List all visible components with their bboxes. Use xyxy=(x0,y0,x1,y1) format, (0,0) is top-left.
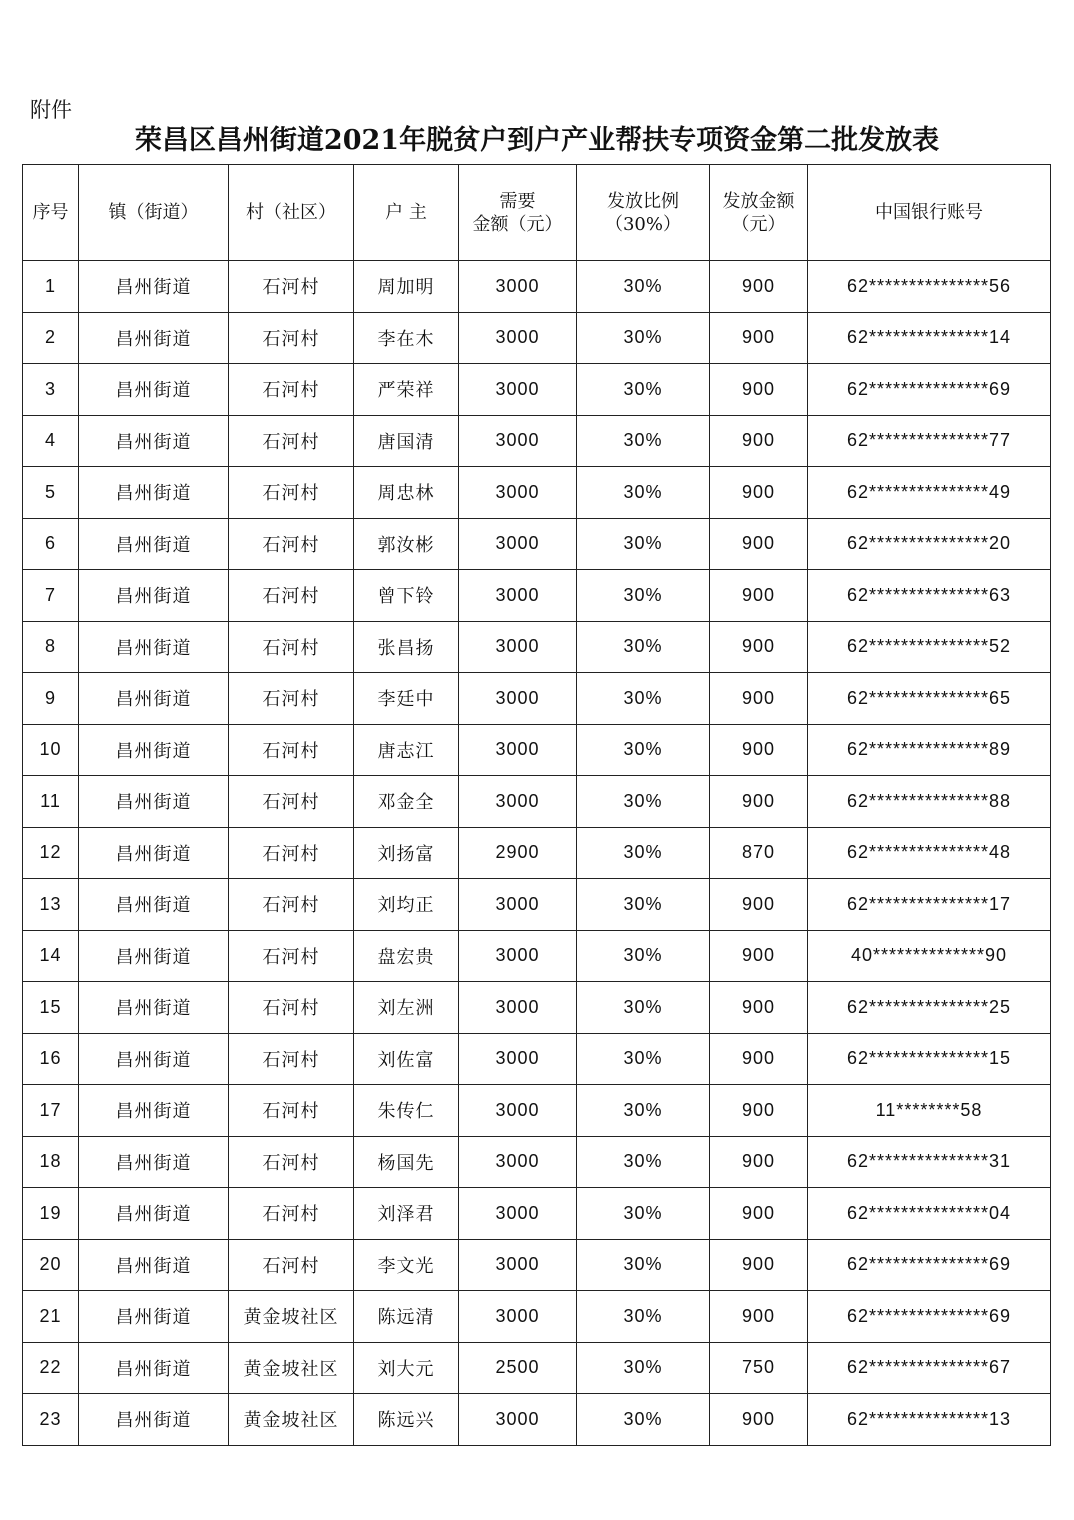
cell-pay-amount: 900 xyxy=(710,1394,808,1446)
cell-ratio: 30% xyxy=(577,673,710,725)
cell-pay-amount: 900 xyxy=(710,879,808,931)
cell-seq: 9 xyxy=(23,673,79,725)
table-header-row xyxy=(23,165,1051,261)
cell-village: 石河村 xyxy=(229,724,354,776)
cell-pay-amount: 900 xyxy=(710,1239,808,1291)
header-need-line1: 需要 xyxy=(499,190,536,212)
cell-pay-amount: 900 xyxy=(710,724,808,776)
cell-village: 石河村 xyxy=(229,1136,354,1188)
cell-pay-amount: 900 xyxy=(710,467,808,519)
cell-pay-amount: 900 xyxy=(710,312,808,364)
cell-seq: 13 xyxy=(23,879,79,931)
cell-seq: 11 xyxy=(23,776,79,828)
cell-owner: 唐志江 xyxy=(354,724,459,776)
cell-seq: 16 xyxy=(23,1033,79,1085)
table-row xyxy=(23,415,1051,467)
cell-account: 62***************31 xyxy=(808,1136,1051,1188)
cell-account: 62***************88 xyxy=(808,776,1051,828)
table-row xyxy=(23,1342,1051,1394)
cell-village: 石河村 xyxy=(229,467,354,519)
cell-village: 黄金坡社区 xyxy=(229,1291,354,1343)
cell-town: 昌州街道 xyxy=(79,673,229,725)
cell-account: 62***************15 xyxy=(808,1033,1051,1085)
cell-town: 昌州街道 xyxy=(79,312,229,364)
table-row xyxy=(23,982,1051,1034)
cell-town: 昌州街道 xyxy=(79,879,229,931)
cell-need-amount: 3000 xyxy=(459,312,577,364)
cell-seq: 2 xyxy=(23,312,79,364)
cell-town: 昌州街道 xyxy=(79,827,229,879)
cell-village: 黄金坡社区 xyxy=(229,1394,354,1446)
header-ratio-line2: （30%） xyxy=(604,213,681,235)
cell-village: 石河村 xyxy=(229,415,354,467)
cell-owner: 邓金全 xyxy=(354,776,459,828)
cell-village: 石河村 xyxy=(229,518,354,570)
cell-owner: 张昌扬 xyxy=(354,621,459,673)
header-ratio-line1: 发放比例 xyxy=(607,190,679,212)
cell-need-amount: 3000 xyxy=(459,930,577,982)
cell-village: 石河村 xyxy=(229,312,354,364)
cell-need-amount: 3000 xyxy=(459,776,577,828)
cell-seq: 15 xyxy=(23,982,79,1034)
cell-ratio: 30% xyxy=(577,982,710,1034)
table-row xyxy=(23,930,1051,982)
table-row xyxy=(23,879,1051,931)
cell-seq: 22 xyxy=(23,1342,79,1394)
cell-need-amount: 3000 xyxy=(459,570,577,622)
cell-pay-amount: 900 xyxy=(710,518,808,570)
table-row xyxy=(23,312,1051,364)
cell-ratio: 30% xyxy=(577,1342,710,1394)
table-row xyxy=(23,776,1051,828)
cell-ratio: 30% xyxy=(577,1136,710,1188)
table-row xyxy=(23,673,1051,725)
cell-account: 62***************04 xyxy=(808,1188,1051,1240)
cell-need-amount: 3000 xyxy=(459,982,577,1034)
cell-pay-amount: 900 xyxy=(710,364,808,416)
cell-account: 62***************63 xyxy=(808,570,1051,622)
cell-account: 62***************14 xyxy=(808,312,1051,364)
cell-owner: 刘扬富 xyxy=(354,827,459,879)
table-row xyxy=(23,1291,1051,1343)
cell-village: 石河村 xyxy=(229,673,354,725)
payment-table xyxy=(22,164,1051,1446)
cell-pay-amount: 900 xyxy=(710,1085,808,1137)
cell-ratio: 30% xyxy=(577,1033,710,1085)
cell-town: 昌州街道 xyxy=(79,570,229,622)
cell-owner: 朱传仁 xyxy=(354,1085,459,1137)
cell-need-amount: 3000 xyxy=(459,364,577,416)
cell-pay-amount: 900 xyxy=(710,415,808,467)
cell-owner: 刘均正 xyxy=(354,879,459,931)
cell-account: 62***************69 xyxy=(808,1291,1051,1343)
cell-town: 昌州街道 xyxy=(79,930,229,982)
cell-village: 石河村 xyxy=(229,930,354,982)
cell-account: 62***************67 xyxy=(808,1342,1051,1394)
cell-seq: 23 xyxy=(23,1394,79,1446)
cell-account: 62***************69 xyxy=(808,364,1051,416)
cell-owner: 严荣祥 xyxy=(354,364,459,416)
table-row xyxy=(23,1085,1051,1137)
cell-pay-amount: 900 xyxy=(710,261,808,313)
cell-account: 62***************25 xyxy=(808,982,1051,1034)
cell-owner: 曾下铃 xyxy=(354,570,459,622)
cell-account: 62***************13 xyxy=(808,1394,1051,1446)
cell-owner: 刘大元 xyxy=(354,1342,459,1394)
cell-seq: 7 xyxy=(23,570,79,622)
cell-town: 昌州街道 xyxy=(79,1085,229,1137)
cell-need-amount: 3000 xyxy=(459,621,577,673)
cell-owner: 陈远清 xyxy=(354,1291,459,1343)
cell-owner: 郭汝彬 xyxy=(354,518,459,570)
table-row xyxy=(23,621,1051,673)
cell-pay-amount: 870 xyxy=(710,827,808,879)
table-row xyxy=(23,1033,1051,1085)
cell-pay-amount: 900 xyxy=(710,982,808,1034)
table-row xyxy=(23,1188,1051,1240)
cell-owner: 周加明 xyxy=(354,261,459,313)
cell-seq: 10 xyxy=(23,724,79,776)
table-row xyxy=(23,724,1051,776)
table-row xyxy=(23,364,1051,416)
table-row xyxy=(23,1394,1051,1446)
cell-seq: 20 xyxy=(23,1239,79,1291)
cell-need-amount: 3000 xyxy=(459,467,577,519)
cell-account: 40**************90 xyxy=(808,930,1051,982)
cell-account: 62***************48 xyxy=(808,827,1051,879)
cell-account: 62***************52 xyxy=(808,621,1051,673)
cell-town: 昌州街道 xyxy=(79,982,229,1034)
table-row xyxy=(23,1136,1051,1188)
cell-seq: 21 xyxy=(23,1291,79,1343)
header-need-line2: 金额（元） xyxy=(472,213,563,235)
table-row xyxy=(23,827,1051,879)
cell-pay-amount: 900 xyxy=(710,570,808,622)
cell-ratio: 30% xyxy=(577,776,710,828)
cell-ratio: 30% xyxy=(577,879,710,931)
cell-ratio: 30% xyxy=(577,724,710,776)
cell-pay-amount: 900 xyxy=(710,776,808,828)
cell-seq: 12 xyxy=(23,827,79,879)
cell-ratio: 30% xyxy=(577,261,710,313)
cell-ratio: 30% xyxy=(577,467,710,519)
cell-account: 62***************17 xyxy=(808,879,1051,931)
cell-town: 昌州街道 xyxy=(79,776,229,828)
cell-owner: 刘左洲 xyxy=(354,982,459,1034)
cell-village: 石河村 xyxy=(229,1239,354,1291)
document-title: 荣昌区昌州街道2021年脱贫户到户产业帮扶专项资金第二批发放表 xyxy=(134,125,940,156)
header-account: 中国银行账号 xyxy=(808,165,1051,261)
cell-village: 石河村 xyxy=(229,570,354,622)
cell-ratio: 30% xyxy=(577,1394,710,1446)
cell-account: 62***************69 xyxy=(808,1239,1051,1291)
cell-seq: 6 xyxy=(23,518,79,570)
cell-ratio: 30% xyxy=(577,1188,710,1240)
header-pay-line2: （元） xyxy=(731,213,786,235)
table-row xyxy=(23,261,1051,313)
cell-town: 昌州街道 xyxy=(79,1239,229,1291)
cell-seq: 14 xyxy=(23,930,79,982)
cell-owner: 李廷中 xyxy=(354,673,459,725)
cell-owner: 周忠林 xyxy=(354,467,459,519)
header-need-amount xyxy=(459,165,577,261)
cell-account: 62***************65 xyxy=(808,673,1051,725)
cell-village: 石河村 xyxy=(229,982,354,1034)
header-owner: 户 主 xyxy=(354,165,459,261)
cell-account: 62***************20 xyxy=(808,518,1051,570)
cell-village: 石河村 xyxy=(229,776,354,828)
cell-village: 石河村 xyxy=(229,1085,354,1137)
table-row xyxy=(23,467,1051,519)
cell-seq: 8 xyxy=(23,621,79,673)
cell-ratio: 30% xyxy=(577,312,710,364)
cell-need-amount: 3000 xyxy=(459,1394,577,1446)
cell-pay-amount: 750 xyxy=(710,1342,808,1394)
cell-need-amount: 2500 xyxy=(459,1342,577,1394)
cell-ratio: 30% xyxy=(577,1239,710,1291)
cell-owner: 盘宏贵 xyxy=(354,930,459,982)
cell-ratio: 30% xyxy=(577,570,710,622)
cell-seq: 5 xyxy=(23,467,79,519)
cell-town: 昌州街道 xyxy=(79,364,229,416)
cell-village: 黄金坡社区 xyxy=(229,1342,354,1394)
cell-account: 62***************56 xyxy=(808,261,1051,313)
cell-town: 昌州街道 xyxy=(79,724,229,776)
cell-ratio: 30% xyxy=(577,364,710,416)
cell-village: 石河村 xyxy=(229,827,354,879)
cell-need-amount: 3000 xyxy=(459,879,577,931)
cell-ratio: 30% xyxy=(577,415,710,467)
cell-account: 62***************77 xyxy=(808,415,1051,467)
cell-village: 石河村 xyxy=(229,879,354,931)
cell-seq: 1 xyxy=(23,261,79,313)
attachment-label: 附件 xyxy=(30,98,72,122)
header-seq: 序号 xyxy=(23,165,79,261)
cell-village: 石河村 xyxy=(229,364,354,416)
cell-ratio: 30% xyxy=(577,827,710,879)
cell-village: 石河村 xyxy=(229,621,354,673)
table-row xyxy=(23,1239,1051,1291)
cell-ratio: 30% xyxy=(577,1291,710,1343)
cell-town: 昌州街道 xyxy=(79,621,229,673)
cell-town: 昌州街道 xyxy=(79,1291,229,1343)
cell-pay-amount: 900 xyxy=(710,673,808,725)
header-village: 村（社区） xyxy=(229,165,354,261)
table-row xyxy=(23,518,1051,570)
cell-need-amount: 3000 xyxy=(459,261,577,313)
cell-need-amount: 3000 xyxy=(459,415,577,467)
cell-town: 昌州街道 xyxy=(79,415,229,467)
cell-need-amount: 3000 xyxy=(459,1085,577,1137)
cell-pay-amount: 900 xyxy=(710,930,808,982)
cell-need-amount: 3000 xyxy=(459,1239,577,1291)
cell-town: 昌州街道 xyxy=(79,1136,229,1188)
cell-need-amount: 3000 xyxy=(459,1136,577,1188)
cell-ratio: 30% xyxy=(577,518,710,570)
cell-need-amount: 3000 xyxy=(459,673,577,725)
cell-seq: 3 xyxy=(23,364,79,416)
cell-account: 62***************49 xyxy=(808,467,1051,519)
cell-need-amount: 3000 xyxy=(459,724,577,776)
cell-seq: 19 xyxy=(23,1188,79,1240)
cell-owner: 刘泽君 xyxy=(354,1188,459,1240)
cell-town: 昌州街道 xyxy=(79,1033,229,1085)
header-ratio xyxy=(577,165,710,261)
cell-pay-amount: 900 xyxy=(710,1188,808,1240)
cell-need-amount: 3000 xyxy=(459,1033,577,1085)
cell-need-amount: 2900 xyxy=(459,827,577,879)
cell-owner: 刘佐富 xyxy=(354,1033,459,1085)
cell-pay-amount: 900 xyxy=(710,621,808,673)
cell-need-amount: 3000 xyxy=(459,1291,577,1343)
cell-town: 昌州街道 xyxy=(79,1188,229,1240)
table-row xyxy=(23,570,1051,622)
cell-town: 昌州街道 xyxy=(79,518,229,570)
cell-town: 昌州街道 xyxy=(79,1394,229,1446)
cell-seq: 17 xyxy=(23,1085,79,1137)
header-pay-line1: 发放金额 xyxy=(722,190,795,212)
cell-owner: 李在木 xyxy=(354,312,459,364)
cell-account: 11********58 xyxy=(808,1085,1051,1137)
cell-need-amount: 3000 xyxy=(459,518,577,570)
cell-ratio: 30% xyxy=(577,930,710,982)
cell-pay-amount: 900 xyxy=(710,1033,808,1085)
cell-owner: 唐国清 xyxy=(354,415,459,467)
cell-pay-amount: 900 xyxy=(710,1291,808,1343)
cell-town: 昌州街道 xyxy=(79,261,229,313)
cell-owner: 杨国先 xyxy=(354,1136,459,1188)
cell-ratio: 30% xyxy=(577,1085,710,1137)
cell-town: 昌州街道 xyxy=(79,1342,229,1394)
cell-owner: 陈远兴 xyxy=(354,1394,459,1446)
cell-seq: 18 xyxy=(23,1136,79,1188)
cell-account: 62***************89 xyxy=(808,724,1051,776)
header-town: 镇（街道） xyxy=(79,165,229,261)
cell-need-amount: 3000 xyxy=(459,1188,577,1240)
header-pay-amount xyxy=(710,165,808,261)
cell-ratio: 30% xyxy=(577,621,710,673)
cell-village: 石河村 xyxy=(229,1033,354,1085)
cell-seq: 4 xyxy=(23,415,79,467)
cell-village: 石河村 xyxy=(229,1188,354,1240)
cell-owner: 李文光 xyxy=(354,1239,459,1291)
cell-pay-amount: 900 xyxy=(710,1136,808,1188)
cell-village: 石河村 xyxy=(229,261,354,313)
cell-town: 昌州街道 xyxy=(79,467,229,519)
